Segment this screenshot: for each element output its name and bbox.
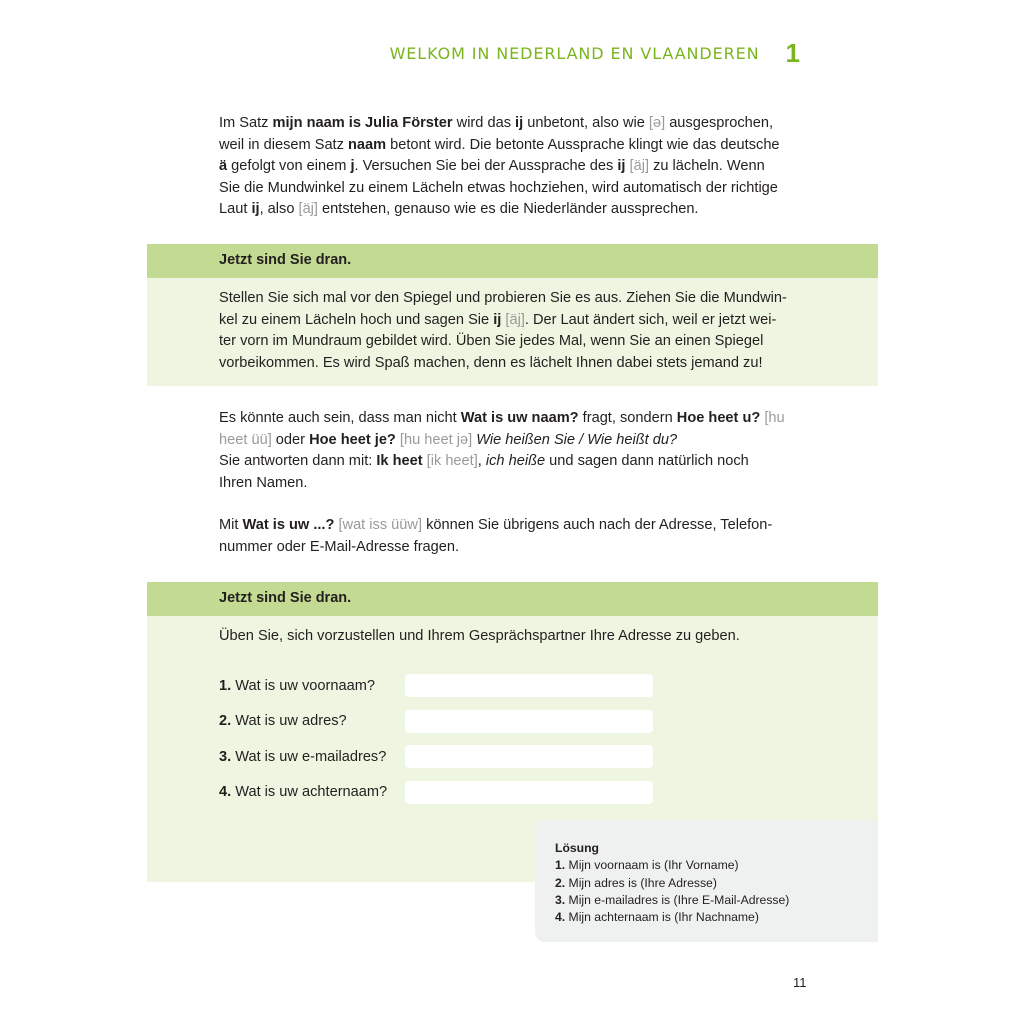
question-number: 4. <box>219 784 232 801</box>
question-list <box>219 668 653 810</box>
question-label <box>219 713 405 729</box>
bold-text: Hoe heet u? <box>676 410 761 426</box>
phonetic: [hu <box>764 410 785 426</box>
text: oder <box>271 431 310 448</box>
solution-text: Mijn e-mailadres is (Ihre E-Mail-Adresse) <box>565 892 790 907</box>
text: vorbeikommen. Es wird Spaß machen, denn es lächelt Ihnen dabei stets jemand zu! <box>219 354 763 371</box>
solution-number: 3. <box>555 892 566 907</box>
text: ter vorn im Mundraum gebildet wird. Üben Sie jedes Mal, wenn Sie an einen Spiegel <box>219 333 764 349</box>
chapter-title: WELKOM IN NEDERLAND EN VLAANDEREN <box>389 43 760 63</box>
solution-number: 4. <box>555 910 566 925</box>
exercise-2-heading: Jetzt sind Sie dran. <box>219 590 352 606</box>
phonetic: [äj] <box>629 158 650 174</box>
solution-number: 1. <box>555 858 566 873</box>
bold-text: naam <box>347 136 387 153</box>
chapter-number: 1 <box>785 37 800 68</box>
text: Sie die Mundwinkel zu einem Lächeln etwas hochziehen, wird automatisch der richtige <box>219 179 778 196</box>
solution-item <box>555 875 878 892</box>
middle-paragraph <box>219 408 819 494</box>
phonetic: [äj] <box>298 201 318 217</box>
intro-paragraph <box>219 113 819 221</box>
answer-field-adres[interactable] <box>405 710 653 733</box>
question-row <box>219 739 653 775</box>
exercise-1-heading-bar <box>147 244 878 278</box>
text: und sagen dann natürlich noch <box>545 453 749 469</box>
exercise-2-heading-bar <box>147 582 878 616</box>
question-text: Wat is uw e-mailadres? <box>231 748 387 765</box>
bold-text: mijn naam is Julia Förster <box>272 115 453 131</box>
text: , also <box>259 201 299 217</box>
bold-text: ij <box>515 115 524 131</box>
exercise-1-text <box>219 288 819 374</box>
bold-text: Hoe heet je? <box>309 431 396 448</box>
solution-text: Mijn adres is (Ihre Adresse) <box>565 875 717 890</box>
text: Es könnte auch sein, dass man nicht <box>219 410 461 426</box>
solution-item <box>555 909 878 926</box>
text: wird das <box>452 115 516 131</box>
text: nummer oder E-Mail-Adresse fragen. <box>219 538 460 555</box>
bold-text: Ik heet <box>376 453 423 469</box>
text: Laut <box>219 201 252 217</box>
italic-text: Wie heißen Sie / Wie heißt du? <box>476 431 678 448</box>
text: . Der Laut ändert sich, weil er jetzt wei- <box>524 311 777 328</box>
question-label <box>219 749 405 765</box>
text: entstehen, genauso wie es die Niederländer aussprechen. <box>317 201 699 217</box>
question-row <box>219 668 653 704</box>
bold-text: ä <box>219 158 228 174</box>
question-text: Wat is uw achternaam? <box>231 784 388 801</box>
question-row <box>219 775 653 811</box>
bold-text: Wat is uw naam? <box>460 410 579 426</box>
bold-text: ij <box>251 201 260 217</box>
exercise-2-instruction: Üben Sie, sich vorzustellen und Ihrem Gesprächspartner Ihre Adresse zu geben. <box>219 628 740 644</box>
phonetic: heet üü] <box>219 431 272 448</box>
text: unbetont, also wie <box>523 115 649 131</box>
text: fragt, sondern <box>578 410 677 426</box>
text: . Versuchen Sie bei der Aussprache des <box>354 158 618 174</box>
solution-box <box>535 820 878 942</box>
text: betont wird. Die betonte Aussprache klingt wie das deutsche <box>386 136 780 153</box>
solution-text: Mijn achternaam is (Ihr Nachname) <box>565 910 759 925</box>
text: Im Satz <box>219 115 273 131</box>
exercise-1-heading: Jetzt sind Sie dran. <box>219 252 352 268</box>
answer-field-achternaam[interactable] <box>405 781 653 804</box>
text: Mit <box>219 517 243 533</box>
text: , <box>477 453 486 469</box>
text: gefolgt von einem <box>227 158 351 174</box>
text: Stellen Sie sich mal vor den Spiegel und probieren Sie es aus. Ziehen Sie die Mundwin- <box>219 290 787 306</box>
question-row <box>219 704 653 740</box>
page-number: 11 <box>793 975 807 990</box>
text: kel zu einem Lächeln hoch und sagen Sie <box>219 311 494 328</box>
phonetic: [wat iss üüw] <box>338 517 423 533</box>
bold-text: Wat is uw ...? <box>242 517 335 533</box>
question-number: 2. <box>219 713 232 730</box>
text: zu lächeln. Wenn <box>649 158 765 174</box>
question-number: 1. <box>219 677 232 694</box>
question-label <box>219 678 405 694</box>
question-label <box>219 784 405 800</box>
solution-text: Mijn voornaam is (Ihr Vorname) <box>565 858 739 873</box>
answer-field-emailadres[interactable] <box>405 745 653 768</box>
text: Ihren Namen. <box>219 474 308 491</box>
phonetic: [hu heet jə] <box>399 431 473 448</box>
question-text: Wat is uw adres? <box>231 713 347 730</box>
chapter-header <box>380 38 800 68</box>
solution-number: 2. <box>555 875 566 890</box>
bold-text: ij <box>493 311 502 328</box>
solution-item <box>555 857 878 874</box>
bold-text: ij <box>617 158 626 174</box>
text: ausgesprochen, <box>665 115 774 131</box>
question-text: Wat is uw voornaam? <box>231 677 375 694</box>
answer-field-voornaam[interactable] <box>405 674 653 697</box>
text: weil in diesem Satz <box>219 136 348 153</box>
bold-text: j <box>350 158 355 174</box>
text: Sie antworten dann mit: <box>219 453 377 469</box>
question-number: 3. <box>219 748 232 765</box>
solution-item <box>555 892 878 909</box>
phonetic: [ə] <box>648 115 666 131</box>
phonetic: [äj] <box>505 311 525 328</box>
solution-title: Lösung <box>555 841 600 855</box>
italic-text: ich heiße <box>485 453 546 469</box>
phonetic: [ik heet] <box>426 453 478 469</box>
text: können Sie übrigens auch nach der Adresse, Telefon- <box>422 517 773 533</box>
address-paragraph <box>219 515 819 558</box>
